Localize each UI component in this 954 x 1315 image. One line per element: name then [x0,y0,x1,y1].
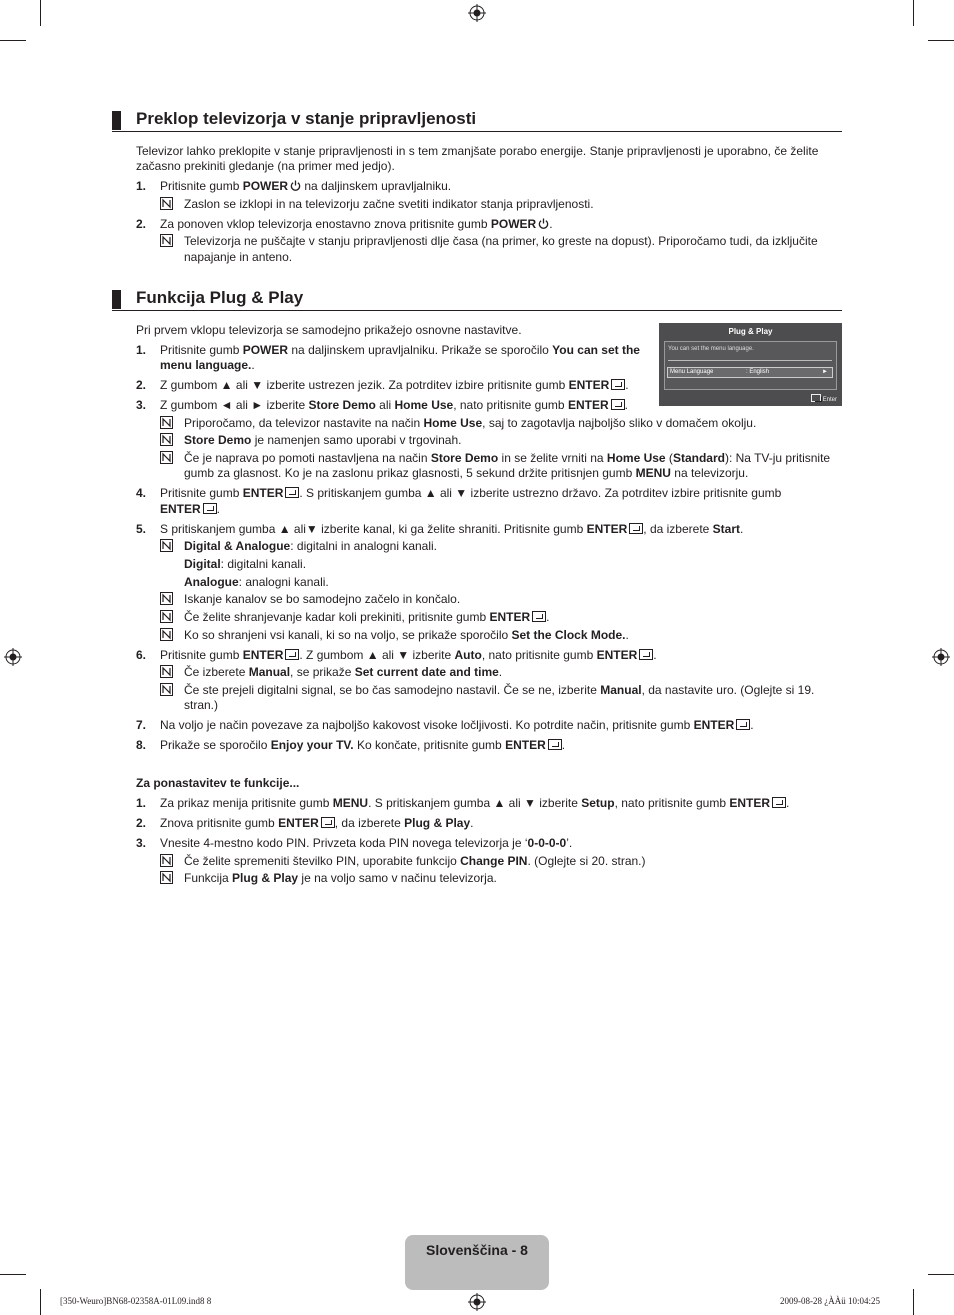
text: Standard [672,451,725,465]
enter-icon [611,399,625,410]
text: . [549,217,553,231]
note-text: Zaslon se izklopi in na televizorju začne svetiti indikator stanja pripravljenosti. [184,197,594,211]
power-label: POWER [242,179,289,193]
text: Enjoy your TV. [270,738,354,752]
text: Ko so shranjeni vsi kanali, ki so na voljo, se prikaže sporočilo [184,628,512,642]
heading-bar [112,290,121,309]
step-number: 3. [136,398,147,412]
osd-row-label: Menu Language [670,369,714,375]
text: Home Use [394,398,454,412]
text: . [216,502,221,516]
enter-icon [629,523,643,534]
text: ENTER [505,738,546,752]
step-number: 2. [136,378,147,392]
intro-text: Pri prvem vklopu televizorja se samodejno prikažejo osnovne nastavitve. [136,323,522,337]
text: ’. [566,836,573,850]
registration-mark-icon [932,648,950,666]
text: Manual [600,683,642,697]
step-text [160,501,220,517]
note-text [184,682,814,698]
text: . [625,378,629,392]
note-icon [160,451,173,464]
text: Za ponoven vklop televizorja enostavno znova pritisnite gumb [160,217,491,231]
text: Vnesite 4-mestno kodo PIN. Privzeta koda PIN novega televizorja je ‘ [160,836,528,850]
step-number: 2. [136,217,147,231]
power-icon [538,218,549,229]
enter-icon [321,817,335,828]
text: Digital [184,557,221,571]
text: Set current date and time [354,665,499,679]
note-icon [160,433,173,446]
enter-icon [772,797,786,808]
step-text [160,737,565,753]
text: . [750,718,754,732]
text: Če želite shranjevanje kadar koli prekiniti, pritisnite gumb [184,610,490,624]
section-heading-plug-and-play [112,288,842,311]
step-text [160,397,628,413]
text: ENTER [242,648,284,662]
step-text [160,216,553,232]
text: . Z gumbom ▲ ali ▼ izberite [299,648,455,662]
note-icon [160,234,173,247]
text: Change PIN [460,854,528,868]
note-text [184,870,497,886]
osd-title: Plug & Play [728,327,773,336]
power-icon [290,180,301,191]
text: S pritiskanjem gumba ▲ ali▼ izberite kanal, ki ga želite shraniti. Pritisnite gumb [160,522,587,536]
text: na televizorju. [670,466,749,480]
text: Auto [454,648,482,662]
note-icon [160,416,173,429]
text: Pritisnite gumb [160,486,243,500]
text: , nato pritisnite gumb [453,398,568,412]
text: . [498,665,503,679]
text: na daljinskem upravljalniku. Prikaže se sporočilo [288,343,553,357]
text: Za prikaz menija pritisnite gumb [160,796,333,810]
step-number: 7. [136,718,147,732]
note-text [184,450,830,466]
text: Store Demo [184,433,252,447]
text: Store Demo [308,398,376,412]
page-number-tab [405,1235,549,1290]
text: Pritisnite gumb [160,343,243,357]
osd-menu-language-row [667,367,833,378]
text: Če izberete [184,665,249,679]
step-text [160,647,657,663]
step-text [160,815,473,831]
registration-mark-icon [4,648,22,666]
text: Pritisnite gumb [160,179,243,193]
step-text [160,521,743,537]
text: na daljinskem upravljalniku. [301,179,452,193]
text: , da nastavite uro. (Oglejte si 19. [641,683,815,697]
crop-mark [928,1274,954,1275]
crop-mark [0,40,26,41]
crop-mark [913,0,914,26]
osd-screenshot [659,323,842,406]
text: in se želite vrniti na [498,451,607,465]
step-text [160,342,640,358]
text: . [653,648,657,662]
text: . [740,522,744,536]
section-title: Funkcija Plug & Play [136,288,304,307]
section-heading-standby [112,109,842,132]
step-number: 1. [136,796,147,810]
note-icon [160,871,173,884]
osd-message: You can set the menu language. [668,346,754,352]
note-text [184,853,646,869]
text: , nato pritisnite gumb [614,796,730,810]
enter-icon [203,503,217,514]
text: Pritisnite gumb [160,648,243,662]
note-text [184,556,306,572]
enter-icon [811,394,821,402]
osd-footer [809,394,837,403]
step-number: 6. [136,648,147,662]
enter-icon [285,487,299,498]
text: . [625,628,629,642]
text: Digital & Analogue [184,539,291,553]
text: ENTER [729,796,770,810]
text: je na voljo samo v načinu televizorja. [298,871,497,885]
text: ( [665,451,673,465]
crop-mark [0,1274,26,1275]
note-icon [160,592,173,605]
text: : digitalni in analogni kanali. [290,539,437,553]
text: Na voljo je način povezave za najboljšo kakovost visoke ločljivosti. Ko potrdite način, pritisnite gumb [160,718,694,732]
note-text [184,415,756,431]
text: Znova pritisnite gumb [160,816,279,830]
note-text: stran.) [184,698,219,712]
text: MENU [635,466,671,480]
text: ENTER [596,648,638,662]
text: ENTER [278,816,319,830]
text: Če želite spremeniti številko PIN, uporabite funkcijo [184,854,461,868]
registration-mark-icon [468,4,486,22]
text: je namenjen samo uporabi v trgovinah. [251,433,462,447]
step-text [160,835,572,851]
enter-icon [548,739,562,750]
step-number: 4. [136,486,147,500]
note-text [184,664,502,680]
text: . (Oglejte si 20. stran.) [527,854,646,868]
note-text [184,627,629,643]
note-text [184,609,550,625]
section-title: Preklop televizorja v stanje pripravljenosti [136,109,477,128]
text: Če je naprava po pomoti nastavljena na način [184,451,431,465]
text: gumb za glasnost. Ko je na zaslonu prikaz glasnosti, 5 sekund držite pritisnjen gumb [184,466,636,480]
crop-mark [40,0,41,26]
text: Funkcija [184,871,233,885]
text: : digitalni kanali. [220,557,307,571]
note-text: Televizorja ne puščajte v stanju pripravljenosti dlje časa (na primer, ko greste na dopust). Priporočamo tudi, da izključite [184,234,818,248]
step-text [160,377,629,393]
page-label: Slovenščina - 8 [426,1242,528,1258]
note-icon [160,197,173,210]
text: . [251,358,255,372]
enter-icon [639,649,653,660]
text: Home Use [606,451,666,465]
text: Če ste prejeli digitalni signal, se bo čas samodejno nastavil. Če se ne, izberite [184,683,601,697]
text: ): Na TV-ju pritisnite [724,451,831,465]
crop-mark [40,1289,41,1315]
text: Set the Clock Mode. [511,628,626,642]
text: Home Use [423,416,483,430]
text: You can set the [552,343,640,357]
text: . [561,738,566,752]
text: Analogue [184,575,239,589]
crop-mark [928,40,954,41]
text: Plug & Play [404,816,471,830]
text: Plug & Play [232,871,299,885]
print-slug-right: 2009-08-28 ¿ÀÀü 10:04:25 [780,1296,880,1306]
intro-text: začasno prekiniti gledanje (na primer med jedjo). [136,159,395,173]
enter-icon [532,611,546,622]
text: . [786,796,790,810]
text: ENTER [568,378,610,392]
note-icon [160,683,173,696]
text: ENTER [693,718,735,732]
text: . [624,398,628,412]
text: ENTER [242,486,284,500]
text: , se prikaže [290,665,355,679]
note-text: Iskanje kanalov se bo samodejno začelo in končalo. [184,592,461,606]
text: POWER [242,343,289,357]
crop-mark [913,1289,914,1315]
text: . [546,610,550,624]
text: Manual [248,665,291,679]
note-text: napajanje in anteno. [184,250,293,264]
note-icon [160,610,173,623]
step-number: 1. [136,179,147,193]
step-text [160,485,781,501]
enter-icon [736,719,750,730]
step-text [160,717,754,733]
text: Priporočamo, da televizor nastavite na način [184,416,424,430]
reset-subheading: Za ponastavitev te funkcije... [136,776,300,790]
enter-icon [611,379,625,390]
step-number: 5. [136,522,147,536]
note-icon [160,665,173,678]
text: Z gumbom ◄ ali ► izberite [160,398,309,412]
text: ENTER [586,522,628,536]
text: , saj to zagotavlja najboljšo sliko v domačem okolju. [482,416,757,430]
text: Prikaže se sporočilo [160,738,271,752]
osd-arrow-right-icon: ► [822,369,828,375]
text: , nato pritisnite gumb [481,648,597,662]
text: Z gumbom ▲ ali ▼ izberite ustrezen jezik. Za potrditev izbire pritisnite gumb [160,378,569,392]
text: menu language. [160,358,252,372]
text: ali [375,398,395,412]
note-text [184,465,748,481]
osd-divider [668,360,832,361]
text: . S pritiskanjem gumba ▲ ali ▼ izberite ustrezno državo. Za potrditev izbire pritisnite gumb [299,486,782,500]
power-label: POWER [490,217,537,231]
note-text [184,574,329,590]
text: , da izberete [643,522,713,536]
text: ENTER [567,398,609,412]
text: . [470,816,474,830]
heading-bar [112,111,121,130]
text: Store Demo [430,451,499,465]
print-slug-left: [350-Weuro]BN68-02358A-01L09.ind8 8 [60,1296,212,1306]
note-text [184,538,437,554]
osd-row-value: : English [746,369,770,375]
text: Start [712,522,740,536]
note-icon [160,628,173,641]
text: ENTER [160,502,201,516]
osd-footer-label: Enter [822,397,837,403]
text: ENTER [489,610,531,624]
enter-icon [285,649,299,660]
osd-panel [664,341,837,390]
note-text [184,432,461,448]
step-text [160,357,255,373]
note-icon [160,854,173,867]
text: Ko končate, pritisnite gumb [353,738,506,752]
step-number: 8. [136,738,147,752]
step-text [160,795,789,811]
intro-text: Televizor lahko preklopite v stanje pripravljenosti in s tem zmanjšate porabo energije. Stanje pripravljenosti je uporabno, če želite [136,144,819,158]
note-icon [160,539,173,552]
step-number: 1. [136,343,147,357]
text: Setup [581,796,615,810]
text: . S pritiskanjem gumba ▲ ali ▼ izberite [368,796,582,810]
step-number: 2. [136,816,147,830]
step-number: 3. [136,836,147,850]
registration-mark-icon [468,1293,486,1311]
text: 0-0-0-0 [527,836,567,850]
text: MENU [332,796,369,810]
text: , da izberete [334,816,405,830]
text: : analogni kanali. [238,575,329,589]
step-text [160,178,451,194]
